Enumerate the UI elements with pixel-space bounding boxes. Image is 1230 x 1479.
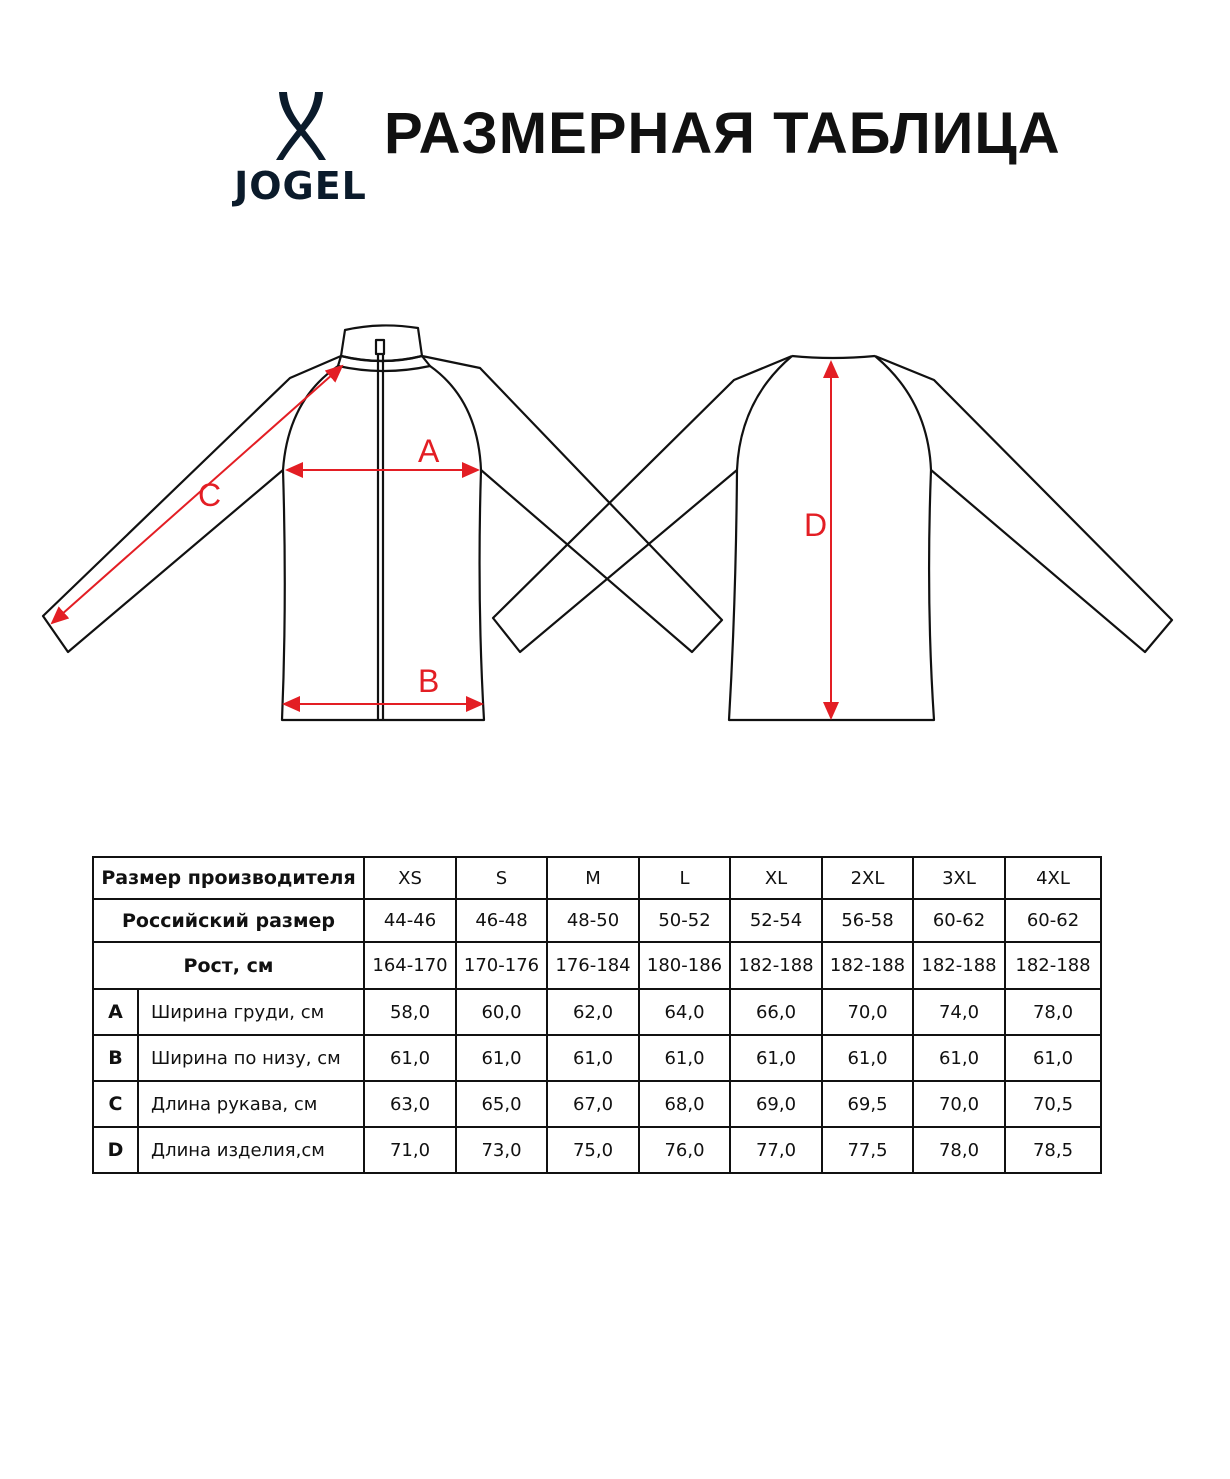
value-cell: 61,0 (1005, 1035, 1101, 1081)
value-cell: 61,0 (639, 1035, 730, 1081)
size-cell: L (639, 857, 730, 899)
value-cell: 69,0 (730, 1081, 822, 1127)
value-cell: 64,0 (639, 989, 730, 1035)
height-header: Рост, см (93, 942, 364, 989)
label-d: D (804, 507, 828, 543)
value-cell: 65,0 (456, 1081, 547, 1127)
size-header: Размер производителя (93, 857, 364, 899)
height-cell: 182-188 (1005, 942, 1101, 989)
jacket-back (493, 356, 1172, 720)
table-row (93, 899, 1101, 942)
height-cell: 182-188 (822, 942, 913, 989)
ru-size-cell: 52-54 (730, 899, 822, 942)
value-cell: 78,5 (1005, 1127, 1101, 1173)
ru-size-cell: 56-58 (822, 899, 913, 942)
value-cell: 61,0 (822, 1035, 913, 1081)
ru-size-cell: 50-52 (639, 899, 730, 942)
label-b: B (418, 663, 440, 699)
brand-logo (228, 90, 373, 210)
measure-arrows (52, 362, 831, 718)
value-cell: 71,0 (364, 1127, 456, 1173)
value-cell: 73,0 (456, 1127, 547, 1173)
size-cell: 3XL (913, 857, 1005, 899)
value-cell: 61,0 (456, 1035, 547, 1081)
height-cell: 164-170 (364, 942, 456, 989)
value-cell: 77,0 (730, 1127, 822, 1173)
value-cell: 68,0 (639, 1081, 730, 1127)
arrow-c (52, 366, 342, 623)
value-cell: 69,5 (822, 1081, 913, 1127)
value-cell: 62,0 (547, 989, 639, 1035)
value-cell: 61,0 (913, 1035, 1005, 1081)
table-row (93, 1127, 1101, 1173)
table-row (93, 1081, 1101, 1127)
table-row (93, 1035, 1101, 1081)
ru-size-cell: 60-62 (1005, 899, 1101, 942)
param-letter: D (93, 1127, 138, 1173)
size-cell: M (547, 857, 639, 899)
height-cell: 182-188 (730, 942, 822, 989)
param-name: Ширина груди, см (138, 989, 364, 1035)
value-cell: 61,0 (730, 1035, 822, 1081)
value-cell: 75,0 (547, 1127, 639, 1173)
value-cell: 70,5 (1005, 1081, 1101, 1127)
ru-size-cell: 44-46 (364, 899, 456, 942)
value-cell: 70,0 (913, 1081, 1005, 1127)
value-cell: 63,0 (364, 1081, 456, 1127)
value-cell: 78,0 (1005, 989, 1101, 1035)
value-cell: 78,0 (913, 1127, 1005, 1173)
height-cell: 180-186 (639, 942, 730, 989)
table-row (93, 989, 1101, 1035)
table-row (93, 942, 1101, 989)
param-letter: B (93, 1035, 138, 1081)
param-letter: C (93, 1081, 138, 1127)
size-cell: 2XL (822, 857, 913, 899)
value-cell: 77,5 (822, 1127, 913, 1173)
table-row (93, 857, 1101, 899)
value-cell: 70,0 (822, 989, 913, 1035)
page-title: РАЗМЕРНАЯ ТАБЛИЦА (384, 101, 1061, 166)
value-cell: 61,0 (547, 1035, 639, 1081)
height-cell: 170-176 (456, 942, 547, 989)
height-cell: 176-184 (547, 942, 639, 989)
height-cell: 182-188 (913, 942, 1005, 989)
size-cell: XS (364, 857, 456, 899)
ru-size-cell: 48-50 (547, 899, 639, 942)
value-cell: 58,0 (364, 989, 456, 1035)
label-a: A (418, 433, 440, 469)
jacket-front (43, 325, 722, 720)
value-cell: 61,0 (364, 1035, 456, 1081)
ru-size-cell: 60-62 (913, 899, 1005, 942)
value-cell: 60,0 (456, 989, 547, 1035)
param-name: Длина рукава, см (138, 1081, 364, 1127)
param-name: Ширина по низу, см (138, 1035, 364, 1081)
value-cell: 67,0 (547, 1081, 639, 1127)
size-cell: 4XL (1005, 857, 1101, 899)
jogel-emblem-icon (273, 90, 329, 162)
param-letter: A (93, 989, 138, 1035)
value-cell: 76,0 (639, 1127, 730, 1173)
value-cell: 74,0 (913, 989, 1005, 1035)
ru-size-header: Российский размер (93, 899, 364, 942)
size-cell: S (456, 857, 547, 899)
size-table (92, 856, 1102, 1174)
size-cell: XL (730, 857, 822, 899)
brand-logo-text: JOGEL (234, 164, 367, 208)
param-name: Длина изделия,см (138, 1127, 364, 1173)
ru-size-cell: 46-48 (456, 899, 547, 942)
label-c: C (198, 477, 222, 513)
jacket-diagram (0, 300, 1230, 740)
value-cell: 66,0 (730, 989, 822, 1035)
